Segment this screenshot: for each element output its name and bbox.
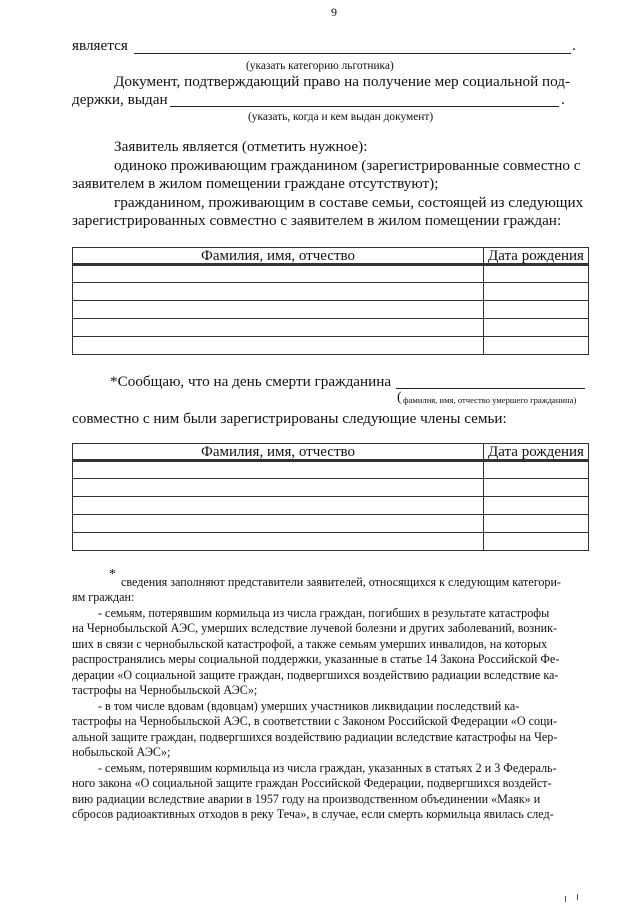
- table-row: [73, 533, 589, 551]
- table-row: [73, 337, 589, 355]
- footnote-line: сбросов радиоактивных отходов в реку Теча», в случае, если смерть кормильца явилась след-: [72, 807, 554, 821]
- footnote-line: ям граждан:: [72, 590, 135, 604]
- table-row: [73, 479, 589, 497]
- birthdate-cell[interactable]: [484, 497, 589, 515]
- footnote-line: дерации «О социальной защите граждан, подвергшихся воздействию радиации вследствие ка-: [72, 668, 559, 682]
- fio-cell[interactable]: [73, 533, 484, 551]
- death-notice-line-2: совместно с ним были зарегистрированы следующие члены семьи:: [72, 410, 507, 427]
- death-notice-line-1: *Сообщаю, что на день смерти гражданина: [110, 373, 392, 390]
- deceased-name-input-line[interactable]: [396, 388, 585, 389]
- birthdate-cell[interactable]: [484, 533, 589, 551]
- document-end-dot: .: [561, 91, 565, 108]
- fio-cell[interactable]: [73, 337, 484, 355]
- table-row: [73, 301, 589, 319]
- footnote-line: тастрофы на Чернобыльской АЭС»;: [72, 683, 258, 697]
- table-header-fio: Фамилия, имя, отчество: [73, 248, 484, 265]
- table-header-fio: Фамилия, имя, отчество: [73, 444, 484, 461]
- table-row: [73, 461, 589, 479]
- table-row: [73, 265, 589, 283]
- fio-cell[interactable]: [73, 319, 484, 337]
- footnote-line: сведения заполняют представители заявителей, относящихся к следующим категори-: [121, 575, 561, 589]
- category-end-dot: .: [572, 37, 576, 54]
- applicant-option-1-line-1[interactable]: одиноко проживающим гражданином (зарегистрированные совместно с: [114, 157, 581, 174]
- table-header-birthdate: Дата рождения: [484, 444, 589, 461]
- deceased-hint: фамилия, имя, отчество умершего гражданина): [403, 395, 577, 405]
- birthdate-cell[interactable]: [484, 301, 589, 319]
- fio-cell[interactable]: [73, 301, 484, 319]
- fio-cell[interactable]: [73, 497, 484, 515]
- scan-mark: [565, 896, 566, 902]
- applicant-heading: Заявитель является (отметить нужное):: [114, 138, 368, 155]
- birthdate-cell[interactable]: [484, 319, 589, 337]
- table-row: [73, 497, 589, 515]
- fio-cell[interactable]: [73, 461, 484, 479]
- birthdate-cell[interactable]: [484, 515, 589, 533]
- fio-cell[interactable]: [73, 479, 484, 497]
- birthdate-cell[interactable]: [484, 283, 589, 301]
- birthdate-cell[interactable]: [484, 265, 589, 283]
- document-hint: (указать, когда и кем выдан документ): [248, 111, 434, 123]
- table-header-rule: [72, 263, 588, 266]
- deceased-hint-paren: (: [397, 390, 402, 405]
- footnote-line: - семьям, потерявшим кормильца из числа граждан, указанных в статьях 2 и 3 Федераль-: [98, 761, 557, 775]
- fio-cell[interactable]: [73, 515, 484, 533]
- birthdate-cell[interactable]: [484, 337, 589, 355]
- applicant-option-2-line-2: зарегистрированных совместно с заявителем в жилом помещении граждан:: [72, 212, 562, 229]
- table-row: [73, 319, 589, 337]
- footnote-line: вию радиации вследствие аварии в 1957 году на производственном объединении «Маяк» и: [72, 792, 541, 806]
- page-number: 9: [331, 5, 337, 19]
- category-label: является: [72, 37, 128, 54]
- document-line-2: держки, выдан: [72, 91, 168, 108]
- footnote-line: - семьям, потерявшим кормильца из числа граждан, погибших в результате катастрофы: [98, 606, 550, 620]
- table-row: [73, 283, 589, 301]
- table-header-birthdate: Дата рождения: [484, 248, 589, 265]
- footnote-line: тастрофы на Чернобыльской АЭС, в соответствии с Законом Российской Федерации «О соци-: [72, 714, 558, 728]
- document-input-line[interactable]: [170, 106, 559, 107]
- table-header-rule: [72, 459, 588, 462]
- table-row: [73, 515, 589, 533]
- birthdate-cell[interactable]: [484, 479, 589, 497]
- document-line-1: Документ, подтверждающий право на получение мер социальной под-: [114, 73, 571, 90]
- footnote-line: распространялись меры социальной поддержки, указанные в статье 14 Закона Российской Фе-: [72, 652, 560, 666]
- applicant-option-1-line-2: заявителем в жилом помещении граждане отсутствуют);: [72, 175, 439, 192]
- footnote-star: *: [109, 567, 116, 582]
- scan-mark: [577, 894, 578, 900]
- applicant-option-2-line-1[interactable]: гражданином, проживающим в составе семьи, состоящей из следующих: [114, 194, 584, 211]
- footnote-line: - в том числе вдовам (вдовцам) умерших участников ликвидации последствий ка-: [98, 699, 520, 713]
- footnote-line: нобыльской АЭС»;: [72, 745, 171, 759]
- footnote-line: ших в связи с чернобыльской катастрофой, а также семьям умерших инвалидов, на которых: [72, 637, 548, 651]
- birthdate-cell[interactable]: [484, 461, 589, 479]
- category-hint: (указать категорию льготника): [246, 60, 394, 72]
- footnote-line: ного закона «О социальной защите граждан Российской Федерации, подвергшихся воздейст-: [72, 776, 552, 790]
- fio-cell[interactable]: [73, 265, 484, 283]
- category-input-line[interactable]: [134, 53, 571, 54]
- footnote-line: на Чернобыльской АЭС, умерших вследствие лучевой болезни и других заболеваний, возник-: [72, 621, 558, 635]
- fio-cell[interactable]: [73, 283, 484, 301]
- footnote-line: альной защите граждан, подвергшихся воздействию радиации вследствие катастрофы на Чер-: [72, 730, 558, 744]
